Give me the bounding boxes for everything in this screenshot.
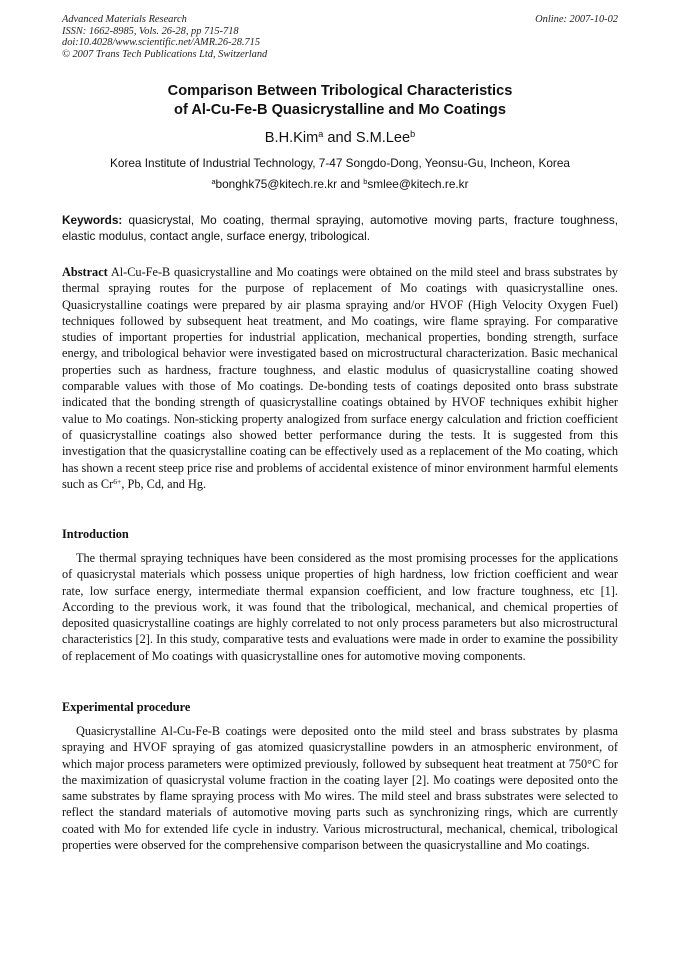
author-list (62, 130, 618, 146)
email-a-mark: a (211, 176, 216, 186)
abstract-text: Al-Cu-Fe-B quasicrystalline and Mo coatings were obtained on the mild steel and brass substrates by thermal spraying routes for the purpose of replacement of Mo coatings with quasicrystalline ones. Quasicrystalline coatings were prepared by air plasma spraying and/or HVOF (High Velocity Oxygen Fuel) techniques followed by subsequent heat treatment, and Mo coatings, wire flame spraying. For comparative studies of important properties for industrial application, mechanical properties, bonding strength, surface energy, and tribological behavior were investigated based on microstructural characterization. Basic mechanical properties such as hardness, fracture toughness, and elastic modulus of quasicrystalline coating showed comparable values with those of Mo coatings. De-bonding tests of coatings deposited onto brass substrate indicated that the bonding strength of quasicrystalline coatings obtained by HVOF techniques exhibit higher value to Mo coatings. Non-sticking property analogized from surface energy calculation and friction coefficient of quasicrystalline coatings also showed better performance during the tests. It is suggested from this investigation that the quasicrystalline coating can be effectively used as a replacement of the Mo coating, which has shown a recent steep price rise and problems of accidental existence of minor environment harmful elements such as Cr (62, 265, 618, 491)
keywords (62, 212, 618, 244)
abstract-superscript: 6+ (113, 476, 122, 486)
abstract (62, 264, 618, 492)
experimental-heading: Experimental procedure (62, 700, 191, 714)
author-2-mark: b (410, 129, 416, 140)
email-conjunction: and (337, 177, 364, 191)
keywords-label: Keywords: (62, 213, 123, 227)
online-date: Online: 2007-10-02 (535, 14, 618, 25)
author-conjunction: and (323, 130, 356, 146)
journal-doi: doi:10.4028/www.scientific.net/AMR.26-28.715 (62, 37, 261, 49)
journal-header (62, 14, 618, 60)
introduction-paragraph: The thermal spraying techniques have been considered as the most promising processes for the applications of quasicrystal materials which possess unique properties of high hardness, low friction coefficient and wear rate, low surface energy, intermediate thermal expansion coefficient, and low fracture toughness, etc [1]. According to the previous work, it was found that the tribological, mechanical, and chemical properties of deposited quasicrystalline coatings are highly correlated to not only process parameters but also microstructural characteristics [2]. In this study, comparative tests and evaluations were made in order to examine the possibility of replacement of Mo coatings with quasicrystalline ones for automotive moving components. (62, 551, 618, 663)
paper-title (62, 82, 618, 119)
author-1: B.H.Kim (264, 130, 319, 146)
experimental-paragraph: Quasicrystalline Al-Cu-Fe-B coatings were deposited onto the mild steel and brass substrates by plasma spraying and HVOF spraying of gas atomized quasicrystalline powders in an atmospheric environment, of which major process parameters were optimized previously, followed by subsequent heat treatment at 750°C for the maximization of quasicrystal volume fraction in the coating layer [2]. Mo coatings were deposited onto the same substrates by flame spraying process with Mo wires. The mild steel and brass substrates were selected to reflect the standard materials of automotive moving parts such as synchronizing rings, which are currently coated with Mo for extended life cycle in industry. Various microstructural, mechanical, chemical, tribological properties were observed for the comprehensive comparison between the quasicrystalline and Mo coatings. (62, 724, 618, 853)
author-2: S.M.Lee (355, 130, 411, 146)
author-1-mark: a (318, 129, 324, 140)
affiliation: Korea Institute of Industrial Technology, 7-47 Songdo-Dong, Yeonsu-Gu, Incheon, Korea (110, 156, 570, 170)
title-line-1: Comparison Between Tribological Characteristics (167, 83, 513, 99)
email-a[interactable]: bonghk75@kitech.re.kr (215, 177, 338, 191)
title-line-2: of Al-Cu-Fe-B Quasicrystalline and Mo Coatings (174, 101, 506, 118)
email-b-mark: b (363, 176, 368, 186)
email-b[interactable]: smlee@kitech.re.kr (367, 177, 469, 191)
journal-name: Advanced Materials Research (62, 14, 187, 25)
journal-issn: ISSN: 1662-8985, Vols. 26-28, pp 715-718 (62, 25, 239, 37)
introduction-heading: Introduction (62, 527, 129, 541)
keywords-text: quasicrystal, Mo coating, thermal spraying, automotive moving parts, fracture toughness, elastic modulus, contact angle, surface energy, tribological. (62, 213, 618, 243)
abstract-label: Abstract (62, 265, 108, 279)
author-emails (62, 177, 618, 191)
journal-copyright: © 2007 Trans Tech Publications Ltd, Switzerland (62, 48, 268, 60)
abstract-tail: , Pb, Cd, and Hg. (121, 476, 207, 491)
